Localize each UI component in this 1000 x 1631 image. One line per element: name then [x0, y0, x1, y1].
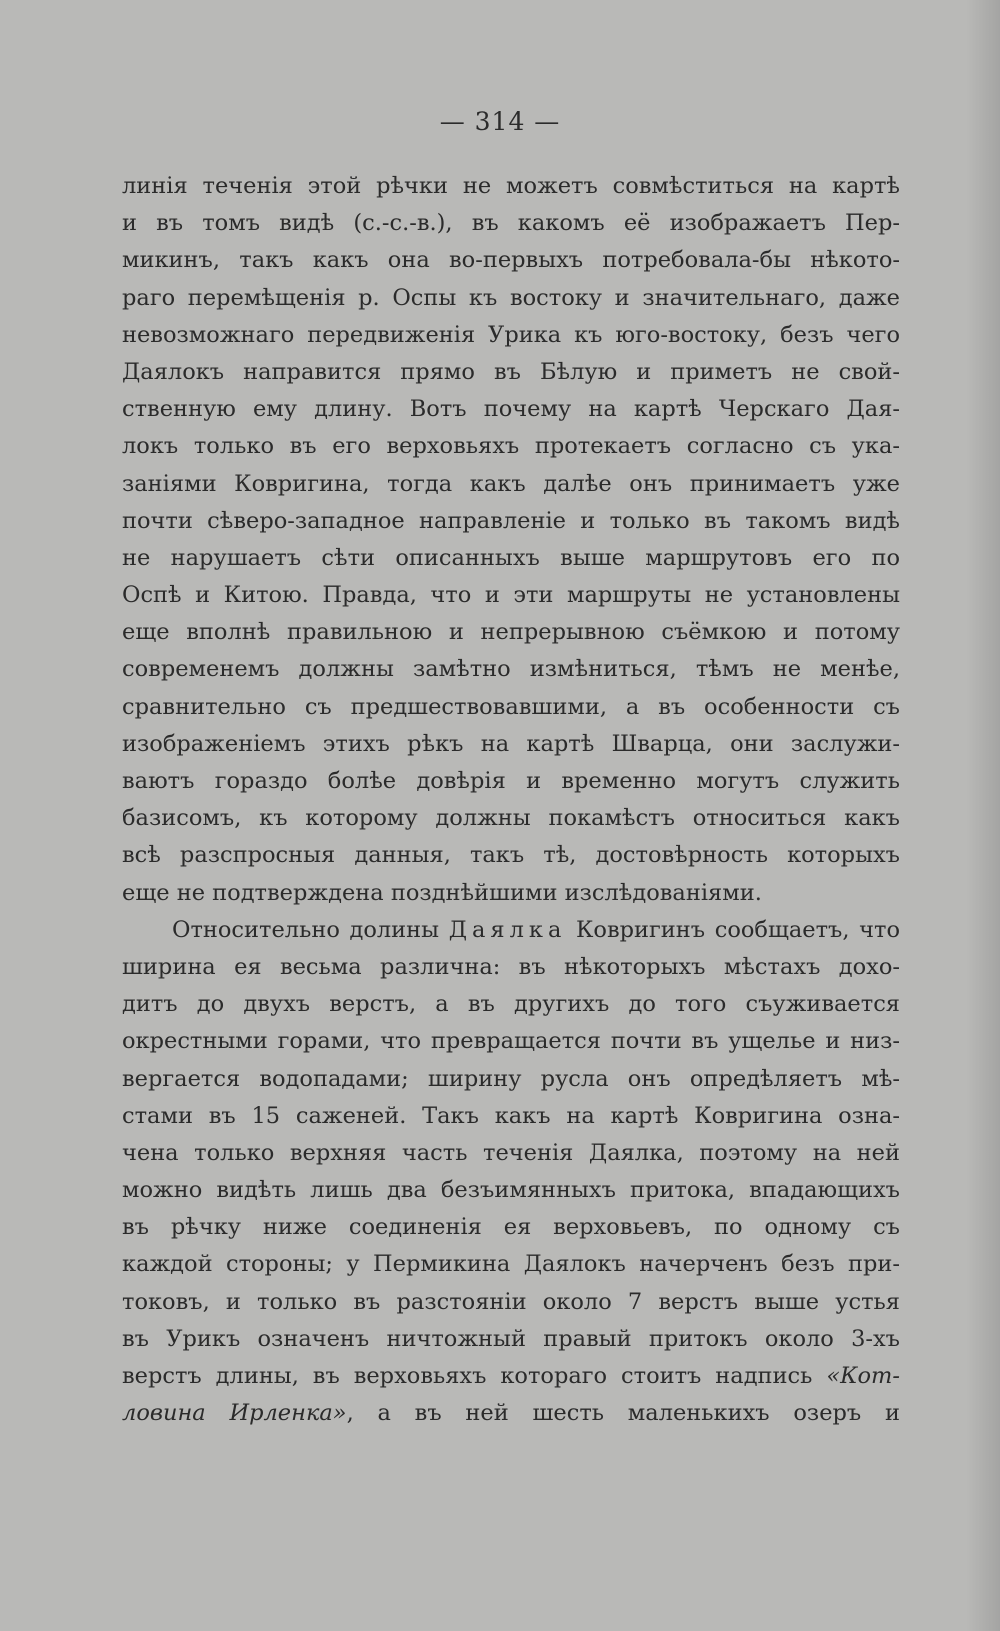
body-text — [122, 168, 900, 1432]
text-line: каждой стороны; у Пермикина Даялокъ начерченъ безъ при- — [122, 1251, 900, 1278]
text-line: въ рѣчку ниже соединенія ея верховьевъ, по одному съ — [122, 1214, 900, 1241]
text-line: еще вполнѣ правильною и непрерывною съёмкою и потому — [122, 619, 900, 646]
text-line — [122, 1358, 900, 1395]
italic-quote: «Кот- — [826, 1363, 900, 1389]
text-line: сравнительно съ предшествовавшими, а въ особенности съ — [122, 693, 900, 720]
page-number: — 314 — — [439, 107, 561, 136]
text-line: ственную ему длину. Вотъ почему на картѣ Черскаго Дая- — [122, 396, 900, 423]
text-line: ваютъ гораздо болѣе довѣрія и временно могутъ служить — [122, 768, 900, 794]
text-line: вергается водопадами; ширину русла онъ опредѣляетъ мѣ- — [122, 1065, 900, 1092]
text-segment: , а въ ней шесть маленькихъ озеръ и — [346, 1400, 900, 1427]
text-line — [122, 1395, 900, 1432]
spaced-name: Даялка — [448, 916, 567, 943]
text-line: локъ только въ его верховьяхъ протекаетъ согласно съ ука- — [122, 433, 900, 460]
text-line: заніями Ковригина, тогда какъ далѣе онъ принимаетъ уже — [122, 470, 900, 497]
text-line: еще не подтверждена позднѣйшими изслѣдованіями. — [122, 879, 762, 906]
text-line: всѣ разспросныя данныя, такъ тѣ, достовѣрность которыхъ — [122, 842, 900, 869]
text-segment: Ковригинъ сообщаетъ, что — [566, 916, 901, 943]
text-line: базисомъ, къ которому должны покамѣстъ относиться какъ — [122, 805, 900, 832]
text-line: изображеніемъ этихъ рѣкъ на картѣ Шварца, они заслужи- — [122, 730, 900, 757]
text-line: раго перемѣщенія р. Оспы къ востоку и значительнаго, даже — [122, 284, 900, 311]
text-line: почти сѣверо-западное направленіе и только въ такомъ видѣ — [122, 507, 900, 534]
text-line: токовъ, и только въ разстояніи около 7 верстъ выше устья — [122, 1288, 900, 1315]
text-line: Даялокъ направится прямо въ Бѣлую и приметъ не свой- — [122, 358, 900, 385]
text-line: дитъ до двухъ верстъ, а въ другихъ до того съуживается — [122, 991, 900, 1018]
text-line — [122, 912, 900, 949]
text-line: можно видѣть лишь два безъимянныхъ притока, впадающихъ — [122, 1177, 900, 1204]
text-line: чена только верхняя часть теченія Даялка, поэтому на ней — [122, 1139, 900, 1166]
text-line: невозможнаго передвиженія Урика къ юго-востоку, безъ чего — [122, 321, 900, 348]
text-line: Оспѣ и Китою. Правда, что и эти маршруты не установлены — [122, 582, 900, 609]
text-line: не нарушаетъ сѣти описанныхъ выше маршрутовъ его по — [122, 544, 900, 571]
text-line: стами въ 15 саженей. Такъ какъ на картѣ Ковригина озна- — [122, 1102, 900, 1129]
text-line: ширина ея весьма различна: въ нѣкоторыхъ мѣстахъ дохо- — [122, 953, 900, 980]
text-line: окрестными горами, что превращается почти въ ущелье и низ- — [122, 1028, 900, 1055]
text-line: современемъ должны замѣтно измѣниться, тѣмъ не менѣе, — [122, 656, 900, 683]
page-edge-shadow — [966, 0, 1000, 1631]
text-line: и въ томъ видѣ (с.-с.-в.), въ какомъ её изображаетъ Пер- — [122, 210, 900, 237]
text-line: въ Урикъ означенъ ничтожный правый притокъ около 3-хъ — [122, 1325, 900, 1352]
text-line: микинъ, такъ какъ она во-первыхъ потребовала-бы нѣкото- — [122, 247, 900, 274]
italic-quote: ловина Ирленка» — [122, 1400, 347, 1427]
text-segment: верстъ длины, въ верховьяхъ котораго стоитъ надпись — [122, 1363, 827, 1389]
text-line: линія теченія этой рѣчки не можетъ совмѣститься на картѣ — [122, 173, 900, 199]
text-segment: Относительно долины — [172, 916, 449, 943]
